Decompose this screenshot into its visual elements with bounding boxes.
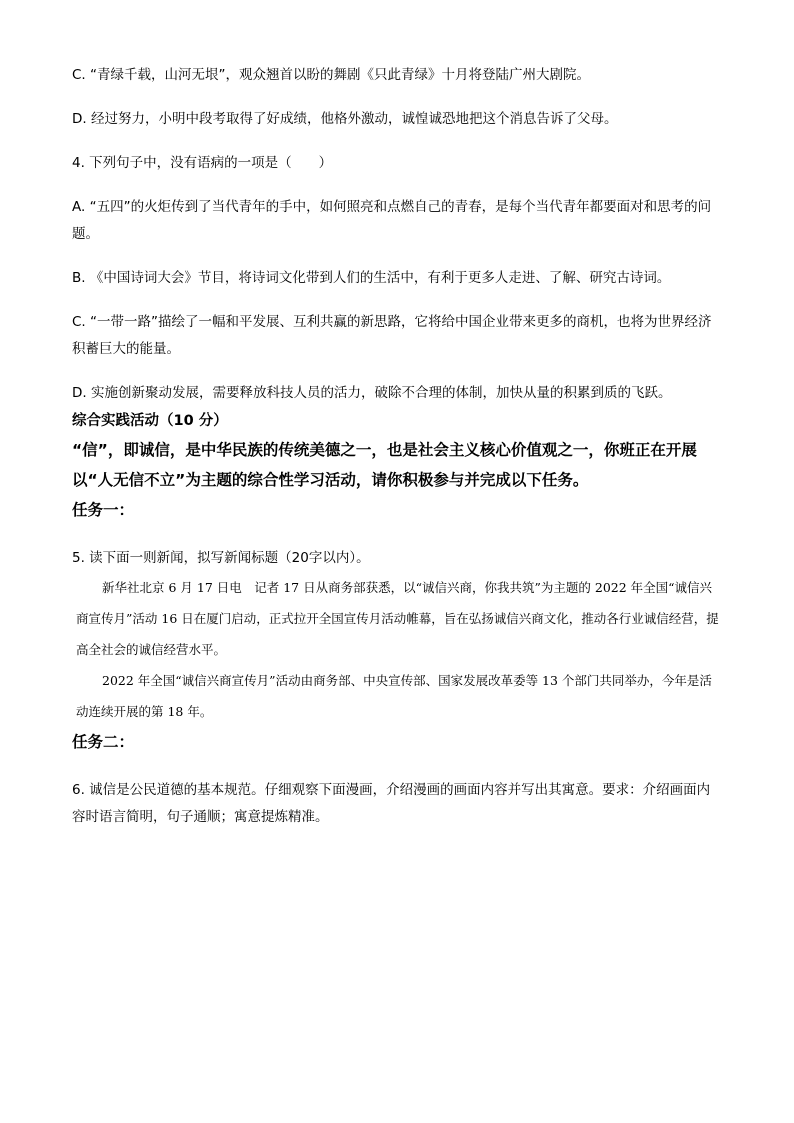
- question-4-option-c: C. “一带一路”描绘了一幅和平发展、互利共赢的新思路，它将给中国企业带来更多的商机，也将为世界经济积蓄巨大的能量。: [72, 314, 712, 357]
- document-page: [72, 62, 722, 831]
- task-1-heading: 任务一：: [72, 501, 135, 519]
- option-d-previous-question: D. 经过努力，小明中段考取得了好成绩，他格外激动，诚惶诚恐地把这个消息告诉了父母。: [72, 111, 618, 127]
- question-4-stem: 4. 下列句子中，没有语病的一项是（ ）: [72, 155, 333, 171]
- question-4-option-b: B. 《中国诗词大会》节目，将诗词文化带到人们的生活中，有利于更多人走进、了解、研究古诗词。: [72, 270, 671, 286]
- question-5-stem: 5. 读下面一则新闻，拟写新闻标题（20字以内）。: [72, 550, 370, 566]
- news-paragraph-1: 新华社北京 6 月 17 日电 记者 17 日从商务部获悉，以“诚信兴商，你我共筑”为主题的 2022 年全国“诚信兴商宣传月”活动 16 日在厦门启动，正式拉开全国宣传月活动帷幕，旨在弘扬诚信兴商文化，推动各行业诚信经营，提高全社会的诚信经营水平。: [76, 580, 719, 657]
- news-paragraph-2: 2022 年全国“诚信兴商宣传月”活动由商务部、中央宣传部、国家发展改革委等 13 个部门共同举办，今年是活动连续开展的第 18 年。: [76, 673, 712, 719]
- question-4-option-d: D. 实施创新聚动发展，需要释放科技人员的活力，破除不合理的体制，加快从量的积累到质的飞跃。: [72, 385, 672, 401]
- question-4-option-a: A. “五四”的火炬传到了当代青年的手中，如何照亮和点燃自己的青春，是每个当代青年都要面对和思考的问题。: [72, 199, 712, 242]
- task-2-heading: 任务二：: [72, 733, 135, 751]
- section-intro: “信”，即诚信，是中华民族的传统美德之一，也是社会主义核心价值观之一，你班正在开展以“人无信不立”为主题的综合性学习活动，请你积极参与并完成以下任务。: [72, 441, 697, 489]
- option-c-previous-question: C. “青绿千载，山河无垠”，观众翘首以盼的舞剧《只此青绿》十月将登陆广州大剧院。: [72, 67, 590, 83]
- section-title: 综合实践活动（10 分）: [72, 413, 228, 429]
- question-6-stem: 6. 诚信是公民道德的基本规范。仔细观察下面漫画，介绍漫画的画面内容并写出其寓意。要求：介绍画面内容时语言简明，句子通顺；寓意提炼精准。: [72, 782, 711, 825]
